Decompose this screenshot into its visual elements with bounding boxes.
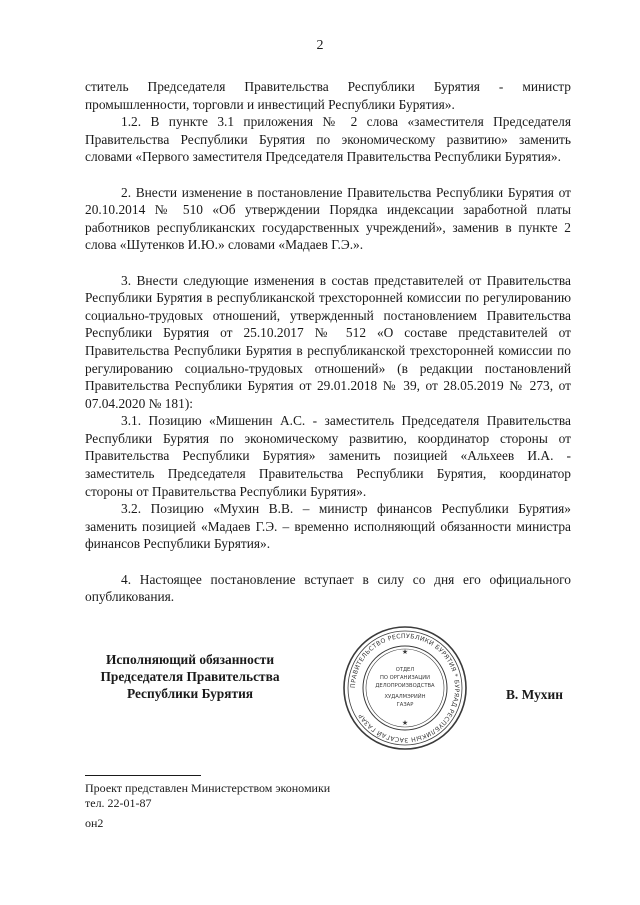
paragraph-3-2: 3.2. Позицию «Мухин В.В. – министр финансов Республики Бурятия» заменить позицией «Мадаев Г.Э. – временно исполняющий обязанности министра финансов Республики Бурятия». [85,501,571,552]
signatory-title-line: Исполняющий обязанности [105,652,275,667]
page-number: 2 [316,38,324,53]
footer-prepared-by: Проект представлен Министерством экономики [85,781,331,795]
signatory-title [85,651,295,702]
signatory-title-line: Председателя Правительства [100,669,280,684]
paragraph-continuation: ститель Председателя Правительства Республики Бурятия - министр промышленности, торговли и инвестиций Республики Бурятия». [85,79,571,112]
paragraph-2: 2. Внести изменение в постановление Правительства Республики Бурятия от 20.10.2014 № 510 «Об утверждении Порядка индексации заработной платы работников республиканских государственных учреждений», заменив в пункте 2 слова «Шутенков И.Ю.» словами «Мадаев Г.Э.». [85,184,571,253]
seal-center-text: ПО ОРГАНИЗАЦИИ [379,675,431,681]
paragraph-3-1: 3.1. Позицию «Мишенин А.С. - заместитель Председателя Правительства Республики Бурятия по экономическому развитию, координатор стороны от Правительства Республики Бурятия» заменить позицией «Альхеев И.А. - заместитель Председателя Правительства Республики Бурятия, координатор стороны от Правительства Республики Бурятия». [85,413,571,499]
document-body [85,78,571,606]
official-seal [341,624,469,752]
footer-note [85,781,330,810]
signatory-title-line: Республики Бурятия [126,686,254,701]
seal-center-text: ОТДЕЛ [395,667,415,673]
seal-star-icon: ★ [401,719,409,727]
seal-center-text: ДЕЛОПРОИЗВОДСТВА [375,683,435,689]
signatory-name: В. Мухин [506,687,563,702]
footer-divider [85,775,201,776]
footer-phone: тел. 22-01-87 [85,795,152,810]
seal-star-icon: ★ [401,648,409,656]
seal-center-text: ГАЗАР [396,702,414,708]
seal-outer-text: ПРАВИТЕЛЬСТВО РЕСПУБЛИКИ БУРЯТИЯ * БУРЯАД РЕСПУБЛИКЫН ЗАСАГАЙ ГАЗАР [349,632,461,744]
paragraph-3: 3. Внести следующие изменения в состав представителей от Правительства Республики Бурятия в республиканской трехсторонней комиссии по регулированию социально-трудовых отношений, утвержденный постановлением Правительства Республики Бурятия от 25.10.2017 № 512 «О составе представителей от Правительства Республики Бурятия в республиканской трехсторонней комиссии по регулированию социально-трудовых отношений» (в редакции постановлений Правительства Республики Бурятия от 29.01.2018 № 39, от 28.05.2019 № 273, от 07.04.2020 № 181): [85,272,571,411]
footer-code: он2 [85,816,104,830]
seal-center-text: ХУДАЛМЭРИЙН [384,694,426,700]
paragraph-1-2: 1.2. В пункте 3.1 приложения № 2 слова «заместителя Председателя Правительства Республики Бурятия по экономическому развитию» заменить словами «Первого заместителя Председателя Правительства Республики Бурятия». [85,114,571,165]
paragraph-4: 4. Настоящее постановление вступает в силу со дня его официального опубликования. [85,571,571,605]
